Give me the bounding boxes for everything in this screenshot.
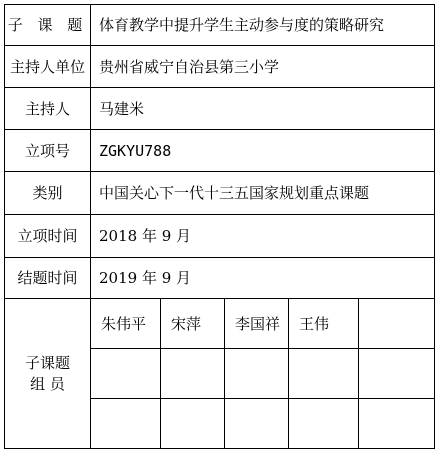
row-host-unit: [5, 46, 435, 88]
host-value: 马建米: [91, 88, 435, 130]
member-blank-cell: [225, 349, 289, 399]
end-date-label: 结题时间: [5, 258, 91, 299]
member-blank-cell: [289, 399, 359, 449]
start-date-value: 2018 年 9 月: [91, 215, 435, 258]
row-subtopic: [5, 5, 435, 46]
host-label: 主持人: [5, 88, 91, 130]
member-cell-3: 李国祥: [225, 299, 289, 349]
member-blank-cell: [225, 399, 289, 449]
group-members-label: [5, 299, 91, 449]
member-blank-cell: [91, 399, 161, 449]
row-host: [5, 88, 435, 130]
host-unit-value: 贵州省威宁自治县第三小学: [91, 46, 435, 88]
end-date-value: 2019 年 9 月: [91, 258, 435, 299]
member-blank-cell: [161, 349, 225, 399]
row-project-number: [5, 130, 435, 172]
category-value: 中国关心下一代十三五国家规划重点课题: [91, 172, 435, 215]
group-label-line2: 组 员: [30, 374, 65, 393]
member-cell-5: [359, 299, 435, 349]
row-members-names: [5, 299, 435, 349]
subtopic-label: 子 课 题: [5, 5, 91, 46]
member-blank-cell: [359, 399, 435, 449]
member-blank-cell: [289, 349, 359, 399]
member-cell-4: 王伟: [289, 299, 359, 349]
row-end-date: [5, 258, 435, 299]
member-blank-cell: [359, 349, 435, 399]
row-start-date: [5, 215, 435, 258]
project-info-table: [4, 4, 435, 449]
project-number-value: ZGKYU788: [91, 130, 435, 172]
member-cell-1: 朱伟平: [91, 299, 161, 349]
project-number-label: 立项号: [5, 130, 91, 172]
member-cell-2: 宋萍: [161, 299, 225, 349]
member-blank-cell: [91, 349, 161, 399]
start-date-label: 立项时间: [5, 215, 91, 258]
category-label: 类别: [5, 172, 91, 215]
row-category: [5, 172, 435, 215]
subtopic-value: 体育教学中提升学生主动参与度的策略研究: [91, 5, 435, 46]
host-unit-label: 主持人单位: [5, 46, 91, 88]
member-blank-cell: [161, 399, 225, 449]
group-label-line1: 子课题: [24, 354, 70, 373]
